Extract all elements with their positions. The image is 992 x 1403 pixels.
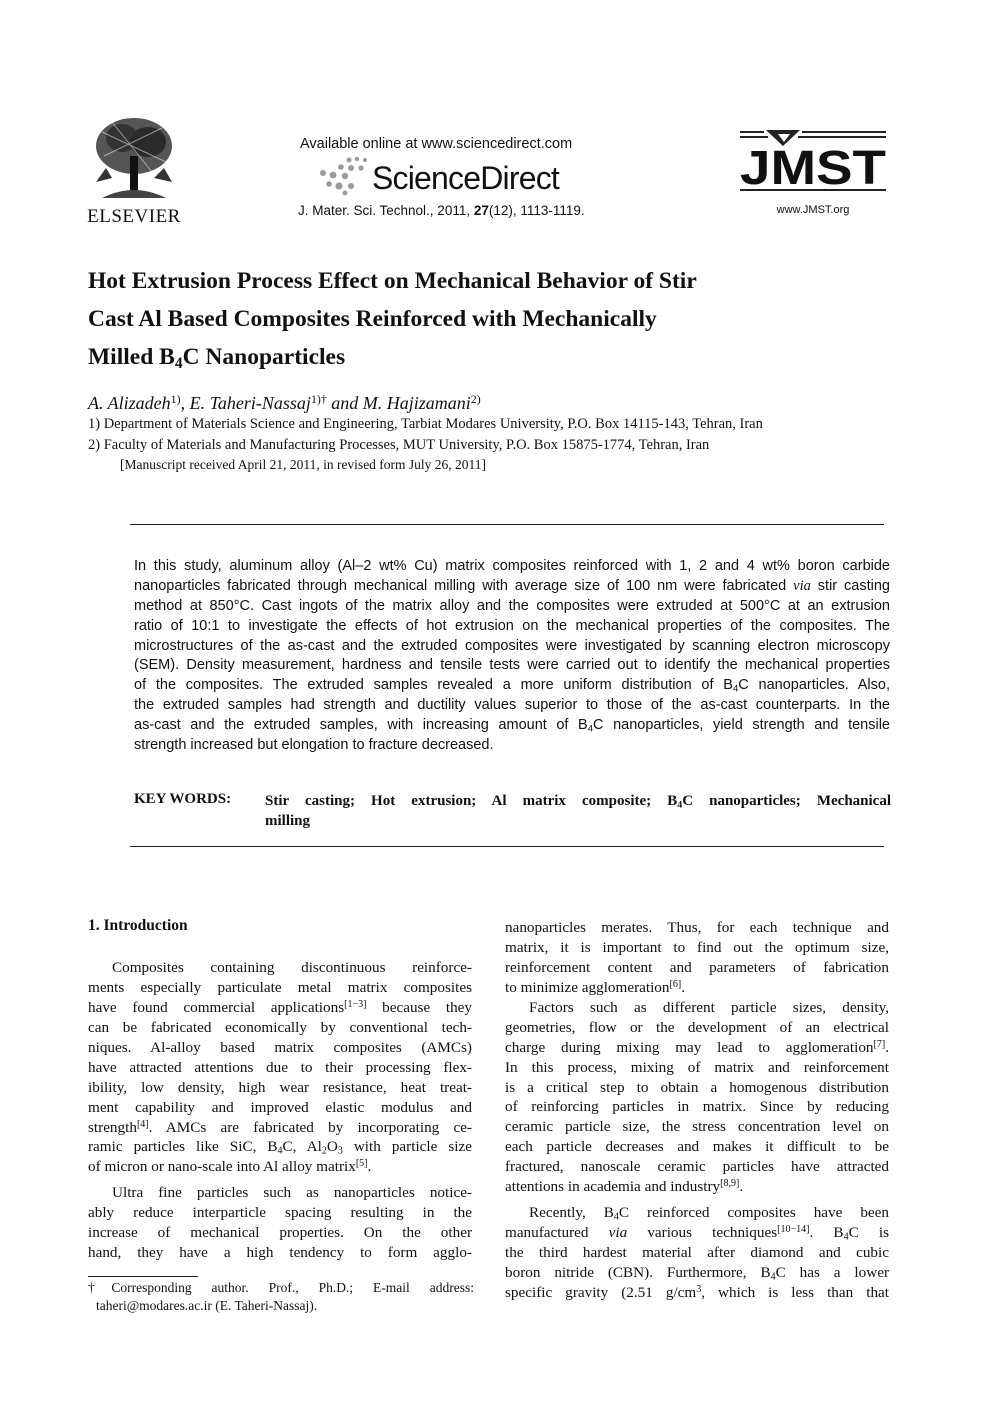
keywords-line: milling — [265, 813, 311, 829]
body-line: Composites containing discontinuous reinforce- — [112, 959, 472, 976]
journal-url: www.JMST.org — [776, 204, 850, 216]
publisher-name: ELSEVIER — [87, 206, 181, 227]
manuscript-dates: [Manuscript received April 21, 2011, in revised form July 26, 2011] — [120, 457, 487, 472]
abstract-line: as-cast and the extruded samples, with increasing amount of $B_4C$ nanoparticles, yield strength and tensile — [134, 717, 890, 735]
body-line: ramic particles like SiC, $B_4C$, $Al_2O_3$ with particle size — [88, 1138, 472, 1157]
body-line: the third hardest material after diamond and cubic — [505, 1244, 889, 1261]
left-column — [88, 958, 472, 1263]
body-line: attentions in academia and industry[8,9]. — [505, 1178, 744, 1196]
title-line: Milled $B_4C$ Nanoparticles — [88, 344, 346, 372]
abstract-line: (SEM). Density measurement, hardness and tensile tests were carried out to identify the mechanical properties — [134, 657, 890, 674]
title-line: Cast Al Based Composites Reinforced with Mechanically — [88, 306, 657, 332]
title-line: Hot Extrusion Process Effect on Mechanical Behavior of Stir — [88, 268, 697, 294]
journal-citation: J. Mater. Sci. Technol., 2011, 27(12), 1113-1119. — [298, 203, 585, 218]
body-line: of reinforcing particles in matrix. Since by reducing — [505, 1098, 889, 1116]
abstract-line: In this study, aluminum alloy (Al–2 wt% Cu) matrix composites reinforced with 1, 2 and 4 wt% boron carbide — [134, 558, 890, 574]
keywords-line: Stir casting; Hot extrusion; Al matrix composite; $B_4C$ nanoparticles; Mechanical — [265, 793, 891, 811]
abstract-bottom-rule — [130, 846, 884, 847]
body-line: reinforcement content and parameters of fabrication — [505, 958, 889, 976]
jmst-logo — [738, 124, 888, 198]
body-line: specific gravity (2.51 $g/cm^3$, which is less than that — [505, 1283, 890, 1301]
jmst-wordmark: JMST — [740, 142, 886, 195]
body-line: each particle decreases and makes it difficult to be — [505, 1138, 889, 1156]
footnote-line: taheri@modares.ac.ir (E. Taheri-Nassaj). — [96, 1297, 318, 1313]
body-line: ably reduce interparticle spacing resulting in the — [88, 1204, 472, 1222]
available-online-text: Available online at www.sciencedirect.com — [300, 136, 573, 152]
body-line: boron nitride (CBN). Furthermore, $B_4C$ has a lower — [505, 1263, 890, 1283]
body-line: increase of mechanical properties. On the other — [88, 1224, 472, 1242]
body-line: ceramic particle size, the stress concentration level on — [505, 1118, 889, 1136]
abstract-line: method at 850°C. Cast ingots of the matrix alloy and the composites were extruded at 500°C at an extrusion — [134, 597, 890, 614]
body-line: strength[4]. AMCs are fabricated by incorporating ce- — [88, 1118, 472, 1136]
body-line: ibility, low density, high wear resistance, heat treat- — [88, 1078, 472, 1096]
corresponding-author-footnote — [88, 1279, 474, 1314]
abstract-line: of the composites. The extruded samples revealed a more uniform distribution of $B_4C$ nanoparticles. Also, — [134, 677, 890, 695]
sciencedirect-wordmark: ScienceDirect — [372, 160, 560, 196]
body-line: niques. Al-alloy based matrix composites (AMCs) — [88, 1038, 472, 1056]
keywords-list — [265, 791, 891, 831]
body-line: of micron or nano-scale into Al alloy matrix[5]. — [88, 1158, 372, 1176]
body-line: Ultra fine particles such as nanoparticles notice- — [112, 1184, 472, 1202]
right-column — [505, 918, 889, 1303]
body-line: have attracted attentions due to their processing flex- — [88, 1058, 472, 1076]
abstract-line: the extruded samples had strength and ductility values superior to those of the as-cast counterparts. In the — [134, 697, 890, 714]
footnote-line: †Corresponding author. Prof., Ph.D.; E-mail address: — [88, 1280, 474, 1295]
body-line: nanoparticles merates. Thus, for each technique and — [505, 919, 889, 936]
body-line: fractured, nanoscale ceramic particles have attracted — [505, 1158, 889, 1176]
body-line: ment capability and improved elastic modulus and — [88, 1098, 472, 1116]
section-heading: 1. Introduction — [88, 917, 188, 934]
abstract-line: ratio of 10:1 to investigate the effects of hot extrusion on the mechanical properties of the composites. The — [134, 617, 890, 634]
author-list: A. Alizadeh$^{1)}$, E. Taheri-Nassaj$^{1)\dagger}$ and M. Hajizamani$^{2)}$ — [88, 392, 481, 413]
abstract-line: strength increased but elongation to fracture decreased. — [134, 737, 494, 754]
body-line: ments especially particulate metal matrix composites — [88, 978, 472, 996]
abstract-top-rule — [130, 524, 884, 525]
footnote-rule — [88, 1276, 198, 1277]
body-line: manufactured via various techniques[10−14]. $B_4C$ is — [505, 1224, 889, 1243]
sciencedirect-dots-icon — [315, 156, 375, 196]
abstract — [134, 557, 890, 756]
body-line: hand, they have a high tendency to form agglo- — [88, 1244, 472, 1262]
body-line: matrix, it is important to find out the optimum size, — [505, 938, 889, 956]
body-line: Recently, $B_4C$ reinforced composites have been — [529, 1204, 890, 1223]
body-line: can be fabricated economically by conventional tech- — [88, 1018, 472, 1036]
paper-title — [88, 262, 848, 376]
body-line: geometries, flow or the development of an electrical — [505, 1018, 889, 1036]
abstract-line: microstructures of the as-cast and the extruded composites were investigated by scanning electron microscopy — [134, 637, 890, 654]
body-line: In this process, mixing of matrix and reinforcement — [505, 1058, 889, 1076]
abstract-line: nanoparticles fabricated through mechanical milling with average size of 100 nm were fabricated via stir casting — [134, 577, 890, 594]
affiliation-1: 1) Department of Materials Science and Engineering, Tarbiat Modares University, P.O. Box 14115-143, Tehran, Iran — [88, 416, 763, 432]
keywords-label: KEY WORDS: — [134, 791, 232, 807]
body-line: charge during mixing may lead to agglomeration[7]. — [505, 1038, 889, 1056]
body-line: have found commercial applications[1−3] because they — [88, 998, 473, 1016]
affiliation-2: 2) Faculty of Materials and Manufacturing Processes, MUT University, P.O. Box 15875-1774, Tehran, Iran — [88, 437, 710, 453]
body-line: Factors such as different particle sizes, density, — [529, 998, 889, 1016]
body-line: to minimize agglomeration[6]. — [505, 978, 685, 996]
body-line: is a critical step to obtain a homogenous distribution — [505, 1078, 889, 1096]
